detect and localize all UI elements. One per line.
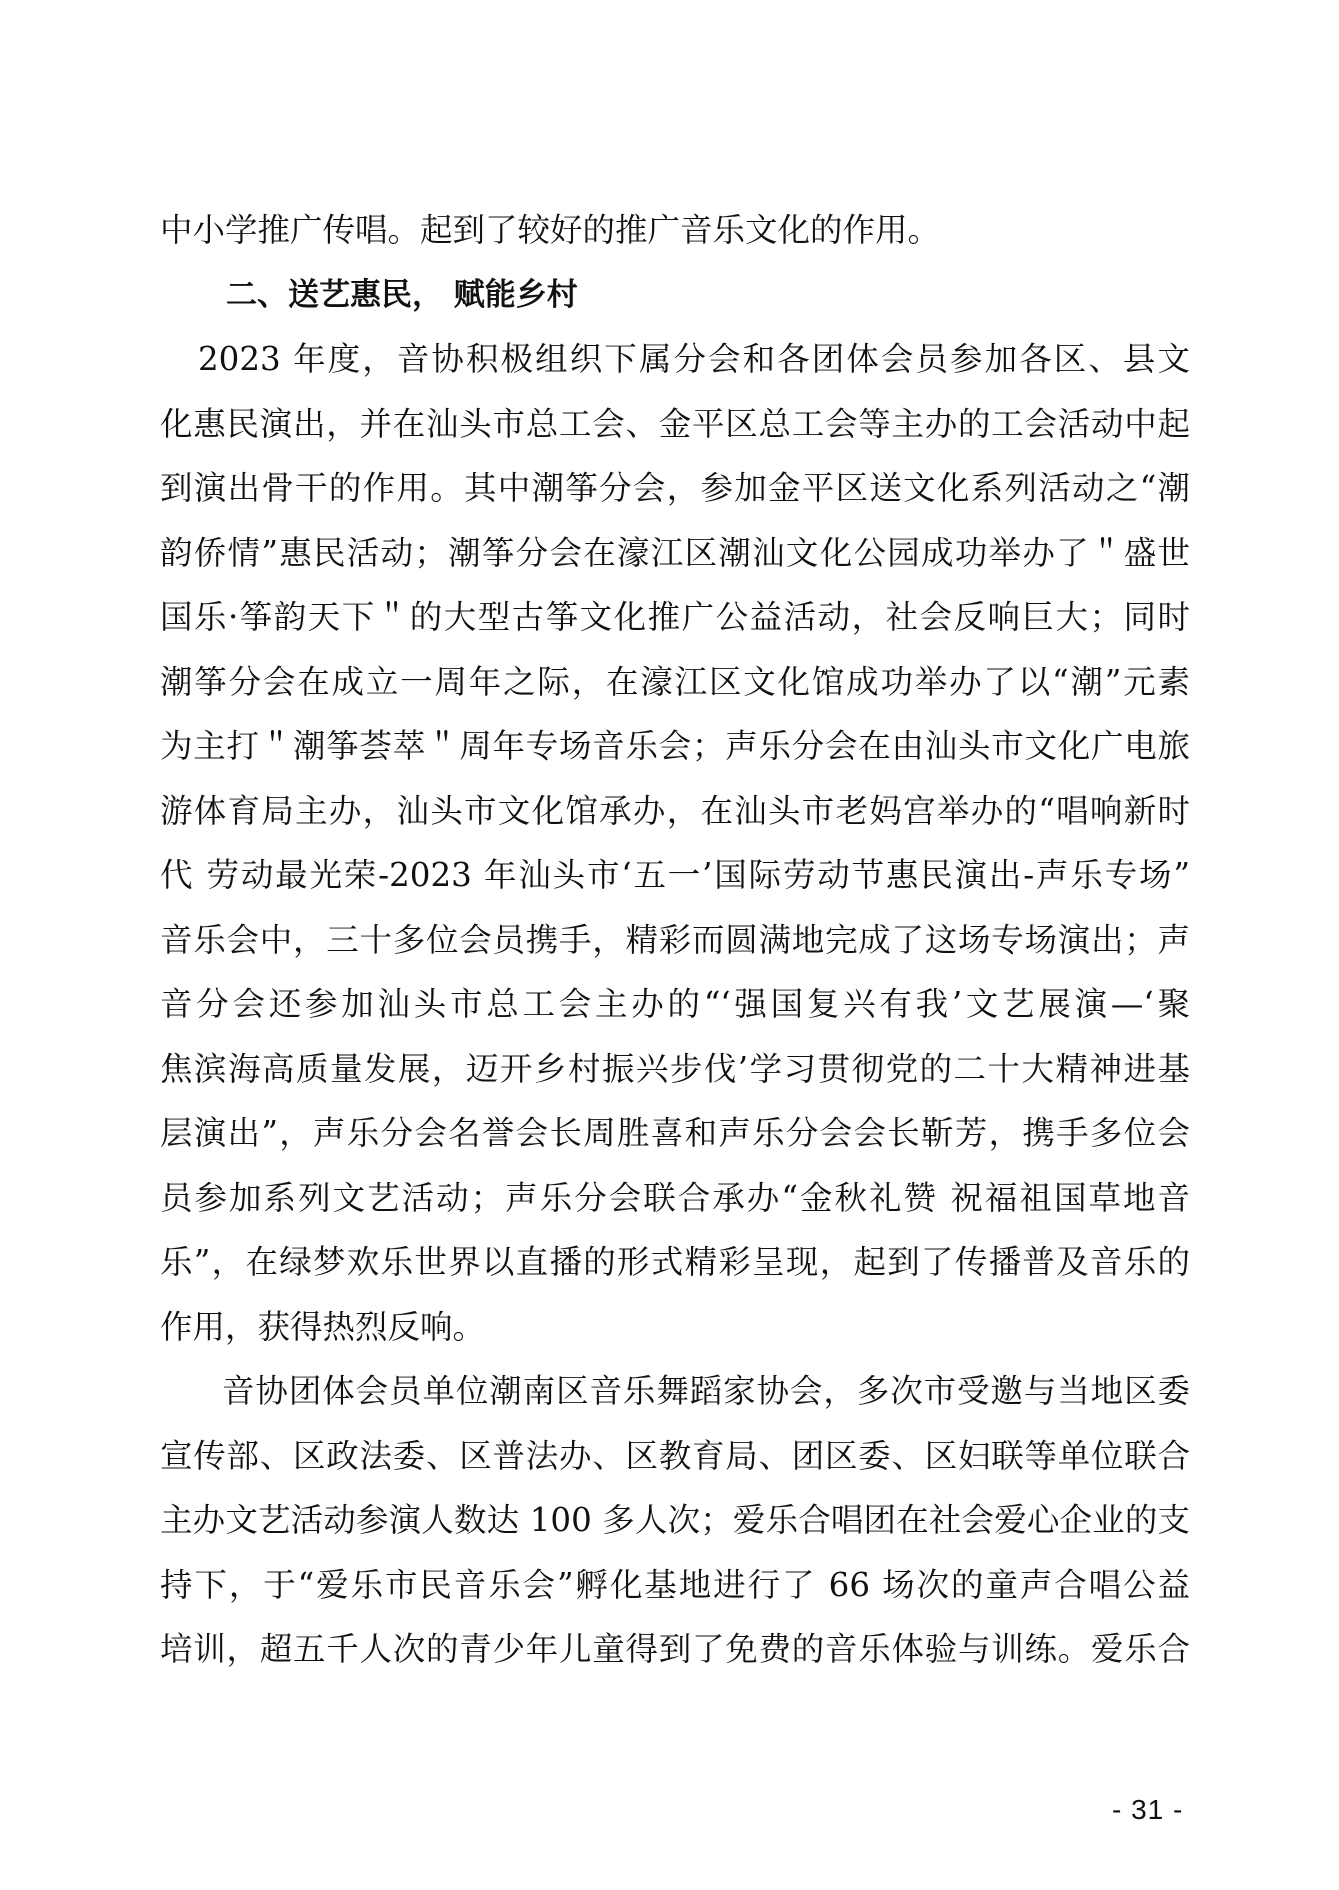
- text-line: 国乐·筝韵天下＂的大型古筝文化推广公益活动，社会反响巨大；同时: [160, 598, 1190, 636]
- text-line: 作用，获得热烈反响。: [160, 1307, 486, 1346]
- text-line: 音乐会中，三十多位会员携手，精彩而圆满地完成了这场专场演出；声: [160, 920, 1190, 959]
- text-line: 主办文艺活动参演人数达 100 多人次；爱乐合唱团在社会爱心企业的支: [160, 1501, 1190, 1539]
- document-body: [160, 198, 1190, 1682]
- text-line: 乐”，在绿梦欢乐世界以直播的形式精彩呈现，起到了传播普及音乐的: [160, 1243, 1190, 1281]
- text-line: 代 劳动最光荣-2023 年汕头市‘五一’国际劳动节惠民演出-声乐专场”: [160, 856, 1190, 894]
- text-line: 员参加系列文艺活动；声乐分会联合承办“金秋礼赞 祝福祖国草地音: [160, 1178, 1190, 1217]
- text-line: 2023 年度，音协积极组织下属分会和各团体会员参加各区、县文: [198, 340, 1190, 378]
- page-number: - 31 -: [1112, 1794, 1184, 1825]
- text-line: 化惠民演出，并在汕头市总工会、金平区总工会等主办的工会活动中起: [160, 404, 1190, 443]
- text-line: 音分会还参加汕头市总工会主办的“‘强国复兴有我’文艺展演—‘聚: [160, 985, 1190, 1023]
- text-line: 层演出”，声乐分会名誉会长周胜喜和声乐分会会长靳芳，携手多位会: [160, 1114, 1190, 1152]
- text-line: 为主打＂潮筝荟萃＂周年专场音乐会；声乐分会在由汕头市文化广电旅: [160, 727, 1190, 765]
- text-line: 宣传部、区政法委、区普法办、区教育局、团区委、区妇联等单位联合: [160, 1436, 1190, 1475]
- text-line: 韵侨情”惠民活动；潮筝分会在濠江区潮汕文化公园成功举办了＂盛世: [160, 533, 1190, 572]
- text-line: 音协团体会员单位潮南区音乐舞蹈家协会，多次市受邀与当地区委: [222, 1372, 1190, 1410]
- text-line: 游体育局主办，汕头市文化馆承办，在汕头市老妈宫举办的“唱响新时: [160, 791, 1190, 830]
- section-heading: 二、送艺惠民， 赋能乡村: [226, 276, 578, 313]
- text-line: 持下，于“爱乐市民音乐会”孵化基地进行了 66 场次的童声合唱公益: [160, 1565, 1190, 1604]
- text-line: 中小学推广传唱。起到了较好的推广音乐文化的作用。: [160, 211, 941, 249]
- text-line: 培训，超五千人次的青少年儿童得到了免费的音乐体验与训练。爱乐合: [160, 1630, 1190, 1668]
- text-line: 到演出骨干的作用。其中潮筝分会，参加金平区送文化系列活动之“潮: [160, 469, 1190, 507]
- text-line: 焦滨海高质量发展，迈开乡村振兴步伐’学习贯彻党的二十大精神进基: [160, 1049, 1190, 1088]
- text-line: 潮筝分会在成立一周年之际，在濠江区文化馆成功举办了以“潮”元素: [160, 662, 1190, 701]
